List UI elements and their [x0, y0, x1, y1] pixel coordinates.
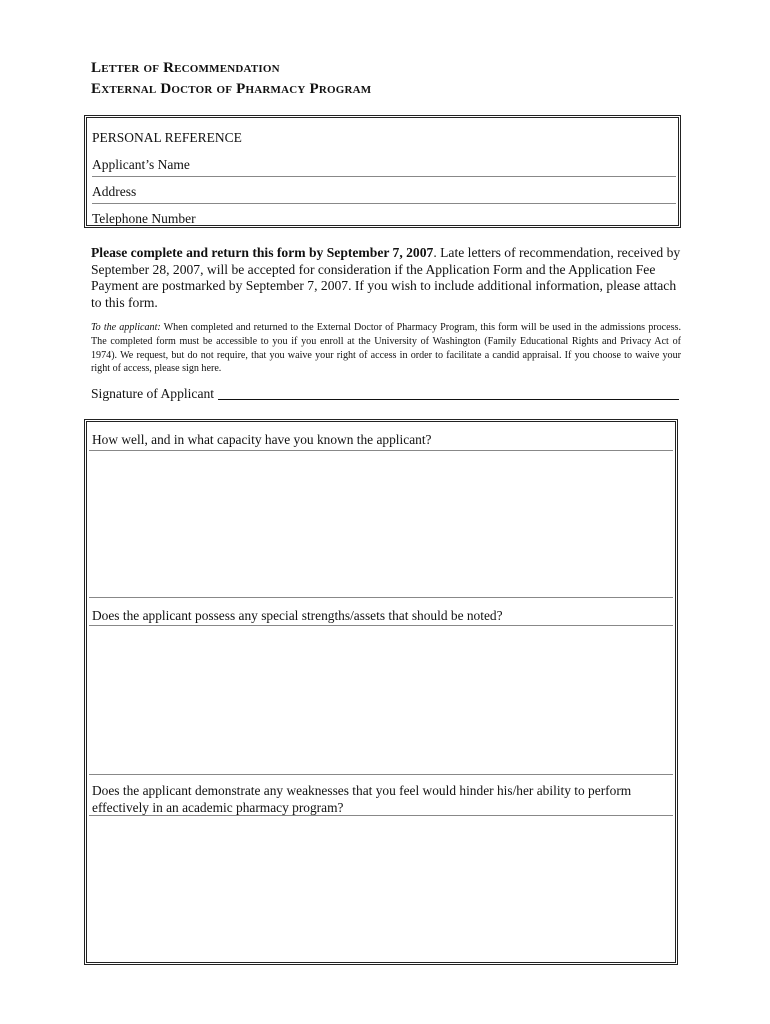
telephone-label: Telephone Number: [92, 211, 196, 226]
reference-heading-row: [92, 122, 676, 149]
reference-heading: PERSONAL REFERENCE: [92, 130, 242, 145]
applicant-note-body: When completed and returned to the External Doctor of Pharmacy Program, this form will be used in the admissions process. The completed form must be accessible to you if you enroll at the University of Washington (Family Educational Rights and Privacy Act of 1974). We request, but do not require, that you waive your right of access in order to facilitate a candid appraisal. If you choose to waive your right of access, please sign here.: [91, 322, 681, 375]
question-3-rule: [89, 815, 673, 816]
question-1: How well, and in what capacity have you known the applicant?: [92, 432, 432, 447]
answer-1-area[interactable]: [89, 452, 673, 596]
deadline-text: Please complete and return this form by September 7, 2007: [91, 245, 434, 260]
instructions-paragraph: [91, 245, 681, 311]
answer-3-area[interactable]: [89, 817, 673, 960]
answer-2-bottom-rule: [89, 774, 673, 775]
question-1-rule: [89, 450, 673, 451]
instructions-text: . Late letters of recommendation, received by September 28, 2007, will be accepted for consideration if the Application Form and the Application Fee Payment are postmarked by September 7, 2007. If you wish to include additional information, please attach to this form.: [91, 245, 681, 310]
page-title-line-1: Letter of Recommendation: [91, 60, 280, 76]
answer-1-bottom-rule: [89, 597, 673, 598]
questions-box: [84, 419, 678, 965]
question-2: Does the applicant possess any special strengths/assets that should be noted?: [92, 608, 503, 623]
signature-line[interactable]: [218, 399, 679, 400]
question-3: Does the applicant demonstrate any weaknesses that you feel would hinder his/her ability to perform effectively in an academic pharmacy program?: [92, 783, 632, 815]
telephone-field[interactable]: [92, 203, 676, 230]
question-2-rule: [89, 625, 673, 626]
personal-reference-box: [84, 115, 681, 228]
address-field[interactable]: [92, 176, 676, 204]
applicant-name-field[interactable]: [92, 149, 676, 177]
applicant-note-lead: To the applicant:: [91, 322, 161, 333]
page-title-line-2: External Doctor of Pharmacy Program: [91, 81, 372, 97]
address-label: Address: [92, 184, 137, 199]
applicant-name-label: Applicant’s Name: [92, 157, 190, 172]
answer-2-area[interactable]: [89, 627, 673, 773]
applicant-note: [91, 321, 681, 376]
signature-label: Signature of Applicant: [91, 386, 215, 401]
